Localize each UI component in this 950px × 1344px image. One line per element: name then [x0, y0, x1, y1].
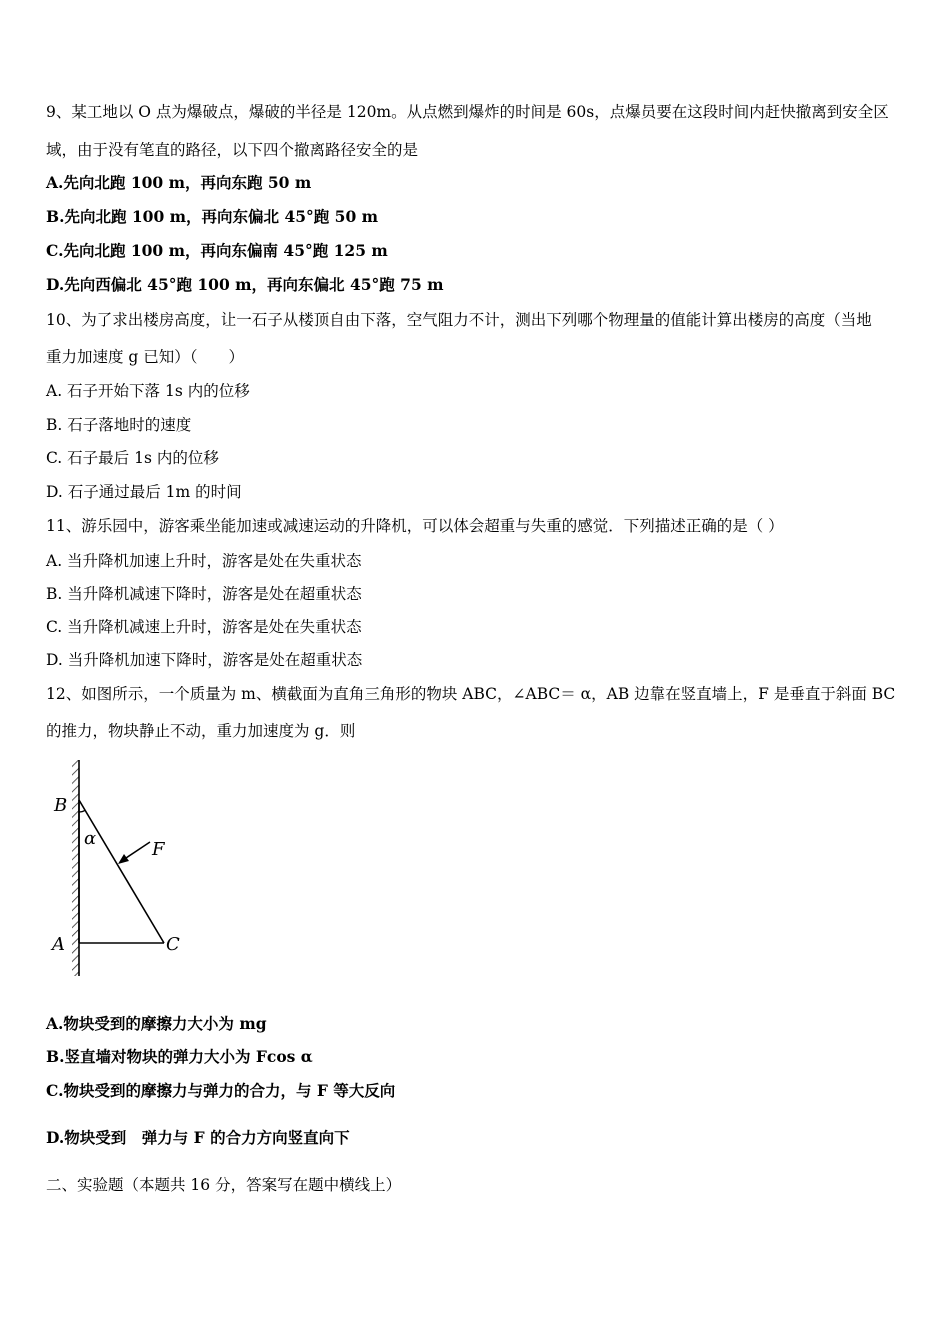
q12-option-a: A.物块受到的摩擦力大小为 mg	[46, 1014, 267, 1033]
q12-option-d: D.物块受到 弹力与 F 的合力方向竖直向下	[46, 1128, 350, 1147]
q12-figure	[46, 758, 196, 984]
force-arrowhead	[118, 854, 129, 864]
triangle-wall-diagram	[46, 758, 196, 980]
label-f: F	[152, 839, 165, 860]
q10-option-c: C. 石子最后 1s 内的位移	[46, 449, 219, 467]
q10-stem-line1: 10、为了求出楼房高度，让一石子从楼顶自由下落，空气阻力不计，测出下列哪个物理量的值能计算出楼房的高度（当地	[46, 311, 872, 329]
q9-option-a: A.先向北跑 100 m，再向东跑 50 m	[46, 173, 312, 192]
q10-option-d: D. 石子通过最后 1m 的时间	[46, 483, 242, 501]
q11-option-c: C. 当升降机减速上升时，游客是处在失重状态	[46, 618, 362, 636]
q9-stem-line2: 域，由于没有笔直的路径，以下四个撤离路径安全的是	[46, 141, 419, 159]
q11-option-d: D. 当升降机加速下降时，游客是处在超重状态	[46, 651, 363, 669]
wall-hatching	[72, 760, 79, 976]
label-c: C	[166, 934, 180, 955]
q12-option-c: C.物块受到的摩擦力与弹力的合力，与 F 等大反向	[46, 1081, 396, 1100]
section-2-heading: 二、实验题（本题共 16 分，答案写在题中横线上）	[46, 1176, 402, 1194]
q9-option-c: C.先向北跑 100 m，再向东偏南 45°跑 125 m	[46, 241, 388, 260]
q10-option-b: B. 石子落地时的速度	[46, 416, 192, 434]
label-alpha: α	[84, 828, 97, 849]
q12-stem-line2: 的推力，物块静止不动，重力加速度为 g．则	[46, 722, 356, 740]
q11-option-a: A. 当升降机加速上升时，游客是处在失重状态	[46, 552, 362, 570]
q10-option-a: A. 石子开始下落 1s 内的位移	[46, 382, 250, 400]
q10-stem-line2: 重力加速度 g 已知）（ ）	[46, 348, 245, 366]
q9-option-b: B.先向北跑 100 m，再向东偏北 45°跑 50 m	[46, 207, 379, 226]
q11-stem: 11、游乐园中，游客乘坐能加速或减速运动的升降机，可以体会超重与失重的感觉．下列描述正确的是（ ）	[46, 517, 784, 535]
q11-option-b: B. 当升降机减速下降时，游客是处在超重状态	[46, 585, 362, 603]
side-bc	[79, 800, 164, 943]
label-b: B	[54, 795, 68, 816]
q12-stem-line1: 12、如图所示，一个质量为 m、横截面为直角三角形的物块 ABC，∠ABC＝ α，AB 边靠在竖直墙上，F 是垂直于斜面 BC	[46, 685, 896, 703]
angle-arc	[79, 810, 85, 812]
q9-stem-line1: 9、某工地以 O 点为爆破点，爆破的半径是 120m。从点燃到爆炸的时间是 60s，点爆员要在这段时间内赶快撤离到安全区	[46, 103, 889, 121]
label-a: A	[52, 934, 65, 955]
q12-option-b: B.竖直墙对物块的弹力大小为 Fcos α	[46, 1047, 313, 1066]
q9-option-d: D.先向西偏北 45°跑 100 m，再向东偏北 45°跑 75 m	[46, 275, 444, 294]
